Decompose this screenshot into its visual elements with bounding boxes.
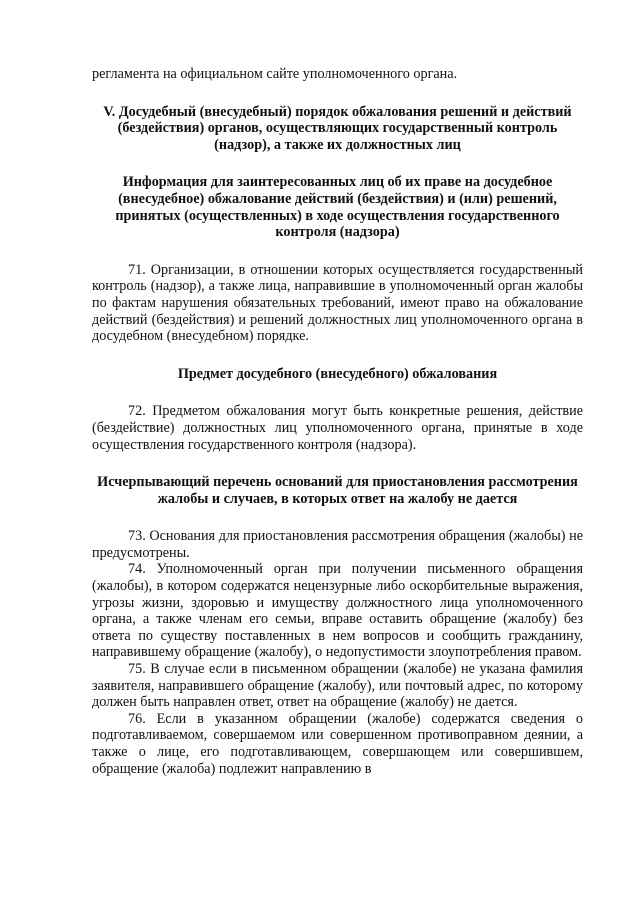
document-page [92, 66, 583, 777]
lead-paragraph: регламента на официальном сайте уполномоченного органа. [92, 66, 458, 82]
paragraph-73: 73. Основания для приостановления рассмотрения обращения (жалобы) не предусмотрены. [92, 528, 583, 561]
subheading-subject: Предмет досудебного (внесудебного) обжалования [177, 365, 498, 382]
spacer [92, 345, 583, 366]
spacer [92, 382, 583, 403]
paragraph-76: 76. Если в указанном обращении (жалобе) содержатся сведения о подготавливаемом, совершаемом или совершенном противоправном деянии, а также о лице, его подготавливающем, совершающем или совершившем, обращение (жалоба) подлежит направлению в [92, 710, 583, 777]
spacer [92, 453, 583, 474]
subheading-info: Информация для заинтересованных лиц об их праве на досудебное (внесудебное) обжалование действий (бездействия) и (или) решений, принятых (осуществленных) в ходе осуществления государственного контроля (надзора) [115, 174, 560, 241]
section-title: V. Досудебный (внесудебный) порядок обжалования решений и действий (бездействия) органов, осуществляющих государственный контроль (надзор), а также их должностных лиц [103, 103, 572, 153]
paragraph-74: 74. Уполномоченный орган при получении письменного обращения (жалобы), в котором содержатся нецензурные либо оскорбительные выражения, угрозы жизни, здоровью и имуществу должностного лица уполномоченного органа, а также членам его семьи, вправе оставить обращение (жалобу) без ответа по существу поставленных в нем вопросов и сообщить гражданину, направившему обращение (жалобу), о недопустимости злоупотребления правом. [92, 561, 583, 661]
subheading-grounds: Исчерпывающий перечень оснований для приостановления рассмотрения жалобы и случаев, в которых ответ на жалобу не дается [97, 474, 578, 507]
spacer [92, 83, 583, 104]
paragraph-75: 75. В случае если в письменном обращении (жалобе) не указана фамилия заявителя, направившего обращение (жалобу), или почтовый адрес, по которому должен быть направлен ответ, ответ на обращение (жалобу) не дается. [92, 661, 583, 711]
spacer [92, 153, 583, 174]
paragraph-71: 71. Организации, в отношении которых осуществляется государственный контроль (надзор), а также лица, направившие в уполномоченный орган жалобы по фактам нарушения обязательных требований, имеют право на обжалование действий (бездействия) и решений должностных лиц уполномоченного органа в досудебном (внесудебном) порядке. [92, 261, 583, 345]
paragraph-72: 72. Предметом обжалования могут быть конкретные решения, действие (бездействие) должностных лиц уполномоченного органа, принятые в ходе осуществления государственного контроля (надзора). [92, 403, 583, 453]
spacer [92, 241, 583, 262]
spacer [92, 507, 583, 528]
